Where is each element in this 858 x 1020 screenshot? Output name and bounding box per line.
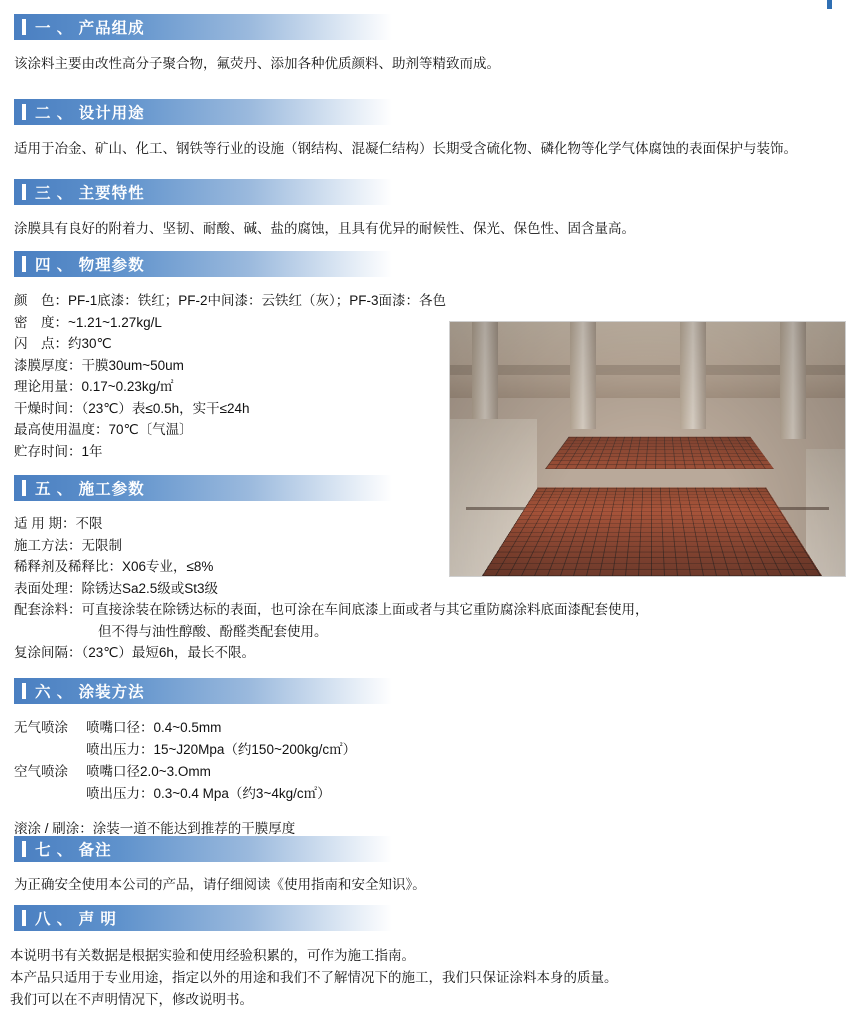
heading-tick-icon (22, 104, 26, 120)
section-construction-parameters (0, 475, 858, 664)
section-paragraph: 本说明书有关数据是根据实验和使用经验积累的，可作为施工指南。 (10, 948, 415, 963)
heading-tick-icon (22, 841, 26, 857)
list-item: 颜 色：PF-1底漆：铁红；PF-2中间漆：云铁红（灰）；PF-3面漆：各色 (14, 293, 447, 308)
section-heading-band (14, 14, 392, 40)
heading-tick-icon (22, 683, 26, 699)
list-item: 稀释剂及稀释比：X06专业，≤8% (14, 559, 214, 574)
top-accent-mark (827, 0, 832, 9)
list-item: 最高使用温度：70℃〔气温〕 (14, 422, 193, 437)
list-item: 干燥时间：（23℃）表≤0.5h，实干≤24h (14, 400, 250, 416)
heading-tick-icon (22, 480, 26, 496)
section-heading-band (14, 678, 392, 704)
list-item (14, 717, 848, 739)
list-item (14, 621, 848, 643)
section-heading-text: 二 、 设计用途 (35, 105, 145, 122)
spray-value: 喷出压力：15~J20Mpa（约150~200kg/c㎡） (86, 742, 357, 757)
heading-tick-icon (22, 256, 26, 272)
section-remarks (0, 836, 858, 895)
section-statement (0, 905, 858, 1011)
list-item-continuation: 但不得与油性醇酸、酚醛类配套使用。 (98, 623, 328, 639)
list-item: 表面处理：除锈达Sa2.5级或St3级 (14, 580, 219, 596)
section-heading-band (14, 251, 392, 277)
section-design-usage (0, 99, 858, 159)
list-item: 密 度：~1.21~1.27kg/L (14, 314, 162, 330)
section-heading-text: 五 、 施工参数 (35, 481, 145, 498)
spray-method-list (14, 717, 848, 805)
section-heading-text: 四 、 物理参数 (35, 257, 145, 274)
list-item: 漆膜厚度：干膜30um~50um (14, 357, 184, 373)
section-heading-text: 八 、 声 明 (35, 911, 117, 928)
section-paragraph: 为正确安全使用本公司的产品，请仔细阅读《使用指南和安全知识》。 (14, 877, 426, 892)
construction-parameters-list (14, 513, 848, 664)
section-product-composition (0, 14, 858, 74)
section-heading-text: 七 、 备注 (35, 842, 112, 859)
section-heading-band (14, 475, 392, 501)
section-main-features (0, 179, 858, 239)
list-item: 理论用量：0.17~0.23kg/㎡ (14, 379, 174, 394)
section-heading-band (14, 179, 392, 205)
section-application-method (0, 678, 858, 839)
section-paragraph: 适用于冶金、矿山、化工、钢铁等行业的设施（钢结构、混凝仁结构）长期受含硫化物、磷化物等化学气体腐蚀的表面保护与装饰。 (14, 141, 797, 156)
section-paragraph: 该涂料主要由改性高分子聚合物，氟荧丹、添加各种优质颜料、助剂等精致而成。 (14, 56, 500, 71)
section-paragraph: 我们可以在不声明情况下，修改说明书。 (10, 992, 253, 1007)
spray-label: 无气喷涂 (14, 720, 68, 735)
list-item: 闪 点：约30℃ (14, 336, 112, 351)
heading-tick-icon (22, 19, 26, 35)
list-item: 复涂间隔：（23℃）最短6h，最长不限。 (14, 645, 255, 660)
spray-value: 喷嘴口径2.0~3.Omm (86, 764, 211, 779)
spray-value: 喷出压力：0.3~0.4 Mpa（约3~4kg/c㎡） (86, 786, 331, 801)
section-heading-text: 三 、 主要特性 (35, 185, 145, 202)
heading-tick-icon (22, 184, 26, 200)
section-paragraph: 涂膜具有良好的附着力、坚韧、耐酸、碱、盐的腐蚀，且具有优异的耐候性、保光、保色性、固含量高。 (14, 221, 635, 236)
list-item (14, 761, 848, 783)
list-item: 配套涂料：可直接涂装在除锈达标的表面，也可涂在车间底漆上面或者与其它重防腐涂料底面漆配套使用， (14, 602, 649, 617)
roller-brush-note: 滚涂 / 刷涂：涂装一道不能达到推荐的干膜厚度 (14, 821, 296, 836)
list-item: 贮存时间：1年 (14, 443, 103, 459)
heading-tick-icon (22, 910, 26, 926)
section-heading-band (14, 836, 392, 862)
section-heading-band (14, 905, 392, 931)
section-paragraph: 本产品只适用于专业用途，指定以外的用途和我们不了解情况下的施工，我们只保证涂料本身的质量。 (10, 970, 618, 985)
section-heading-text: 六 、 涂装方法 (35, 684, 145, 701)
section-heading-band (14, 99, 392, 125)
spray-label: 空气喷涂 (14, 764, 68, 779)
list-item: 施工方法：无限制 (14, 537, 122, 553)
list-item: 适 用 期：不限 (14, 516, 103, 531)
section-heading-text: 一 、 产品组成 (35, 20, 145, 37)
spray-value: 喷嘴口径：0.4~0.5mm (86, 720, 222, 735)
